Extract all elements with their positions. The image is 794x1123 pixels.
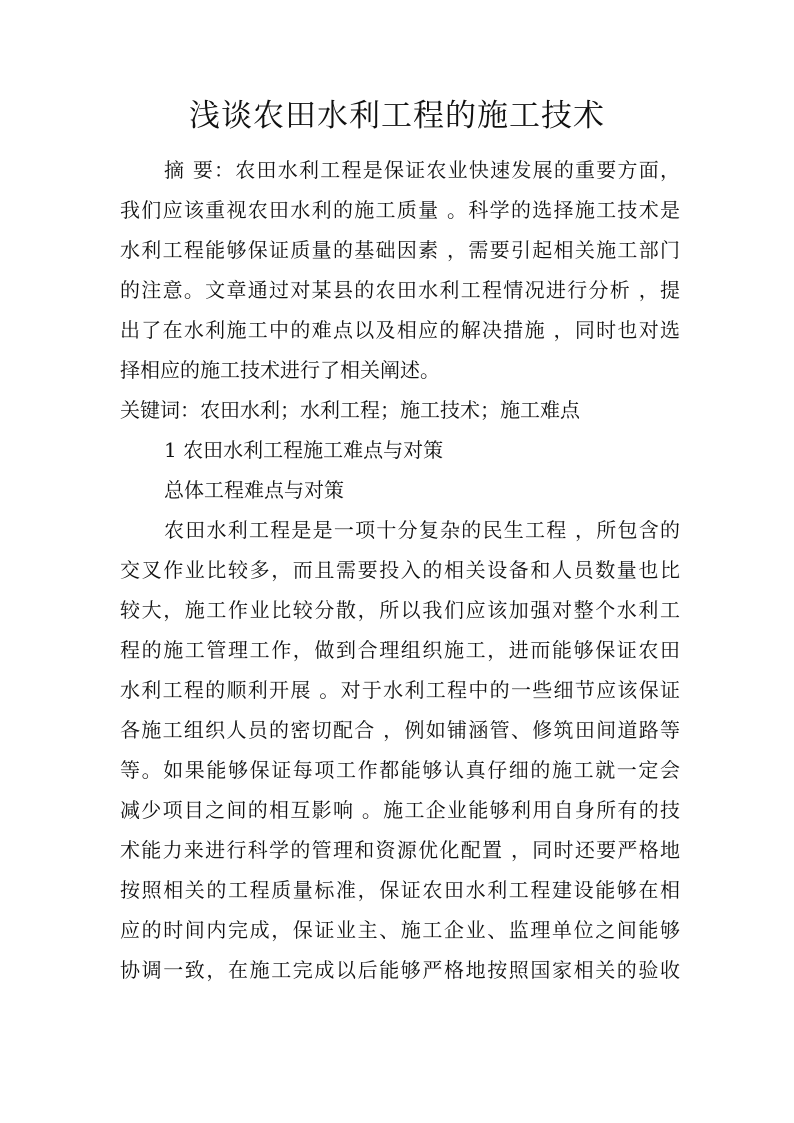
paragraph-line: 各施工组织人员的密切配合 ，例如铺涵管、修筑田间道路等	[120, 718, 680, 742]
abstract-line: 出了在水利施工中的难点以及相应的解决措施 ，同时也对选	[120, 318, 680, 342]
abstract-line: 水利工程能够保证质量的基础因素 ，需要引起相关施工部门	[120, 238, 680, 262]
subsection-heading: 总体工程难点与对策	[164, 478, 344, 502]
paragraph-line: 等。如果能够保证每项工作都能够认真仔细的施工就一定会	[120, 758, 680, 782]
paragraph-line: 交叉作业比较多，而且需要投入的相关设备和人员数量也比	[120, 558, 680, 582]
paragraph-line: 较大，施工作业比较分散，所以我们应该加强对整个水利工	[120, 598, 680, 622]
paragraph-line: 按照相关的工程质量标准，保证农田水利工程建设能够在相	[120, 878, 680, 902]
section-heading: 1 农田水利工程施工难点与对策	[164, 438, 444, 462]
abstract-line: 摘 要：农田水利工程是保证农业快速发展的重要方面，	[164, 158, 680, 182]
paragraph-line: 应的时间内完成，保证业主、施工企业、监理单位之间能够	[120, 918, 680, 942]
paragraph-line: 程的施工管理工作，做到合理组织施工，进而能够保证农田	[120, 638, 680, 662]
paragraph-line: 术能力来进行科学的管理和资源优化配置 ，同时还要严格地	[120, 838, 680, 862]
paragraph-line: 协调一致，在施工完成以后能够严格地按照国家相关的验收	[120, 958, 680, 982]
paragraph-line: 水利工程的顺利开展 。对于水利工程中的一些细节应该保证	[120, 678, 680, 702]
keywords-line: 关键词：农田水利；水利工程；施工技术；施工难点	[120, 398, 580, 422]
abstract-line: 我们应该重视农田水利的施工质量 。科学的选择施工技术是	[120, 198, 680, 222]
document-title: 浅谈农田水利工程的施工技术	[189, 98, 605, 134]
abstract-line: 择相应的施工技术进行了相关阐述。	[120, 358, 440, 382]
paragraph-line: 减少项目之间的相互影响 。施工企业能够利用自身所有的技	[120, 798, 680, 822]
document-body	[120, 150, 680, 990]
abstract-line: 的注意。文章通过对某县的农田水利工程情况进行分析 ，提	[120, 278, 680, 302]
paragraph-line: 农田水利工程是是一项十分复杂的民生工程 ，所包含的	[164, 518, 680, 542]
